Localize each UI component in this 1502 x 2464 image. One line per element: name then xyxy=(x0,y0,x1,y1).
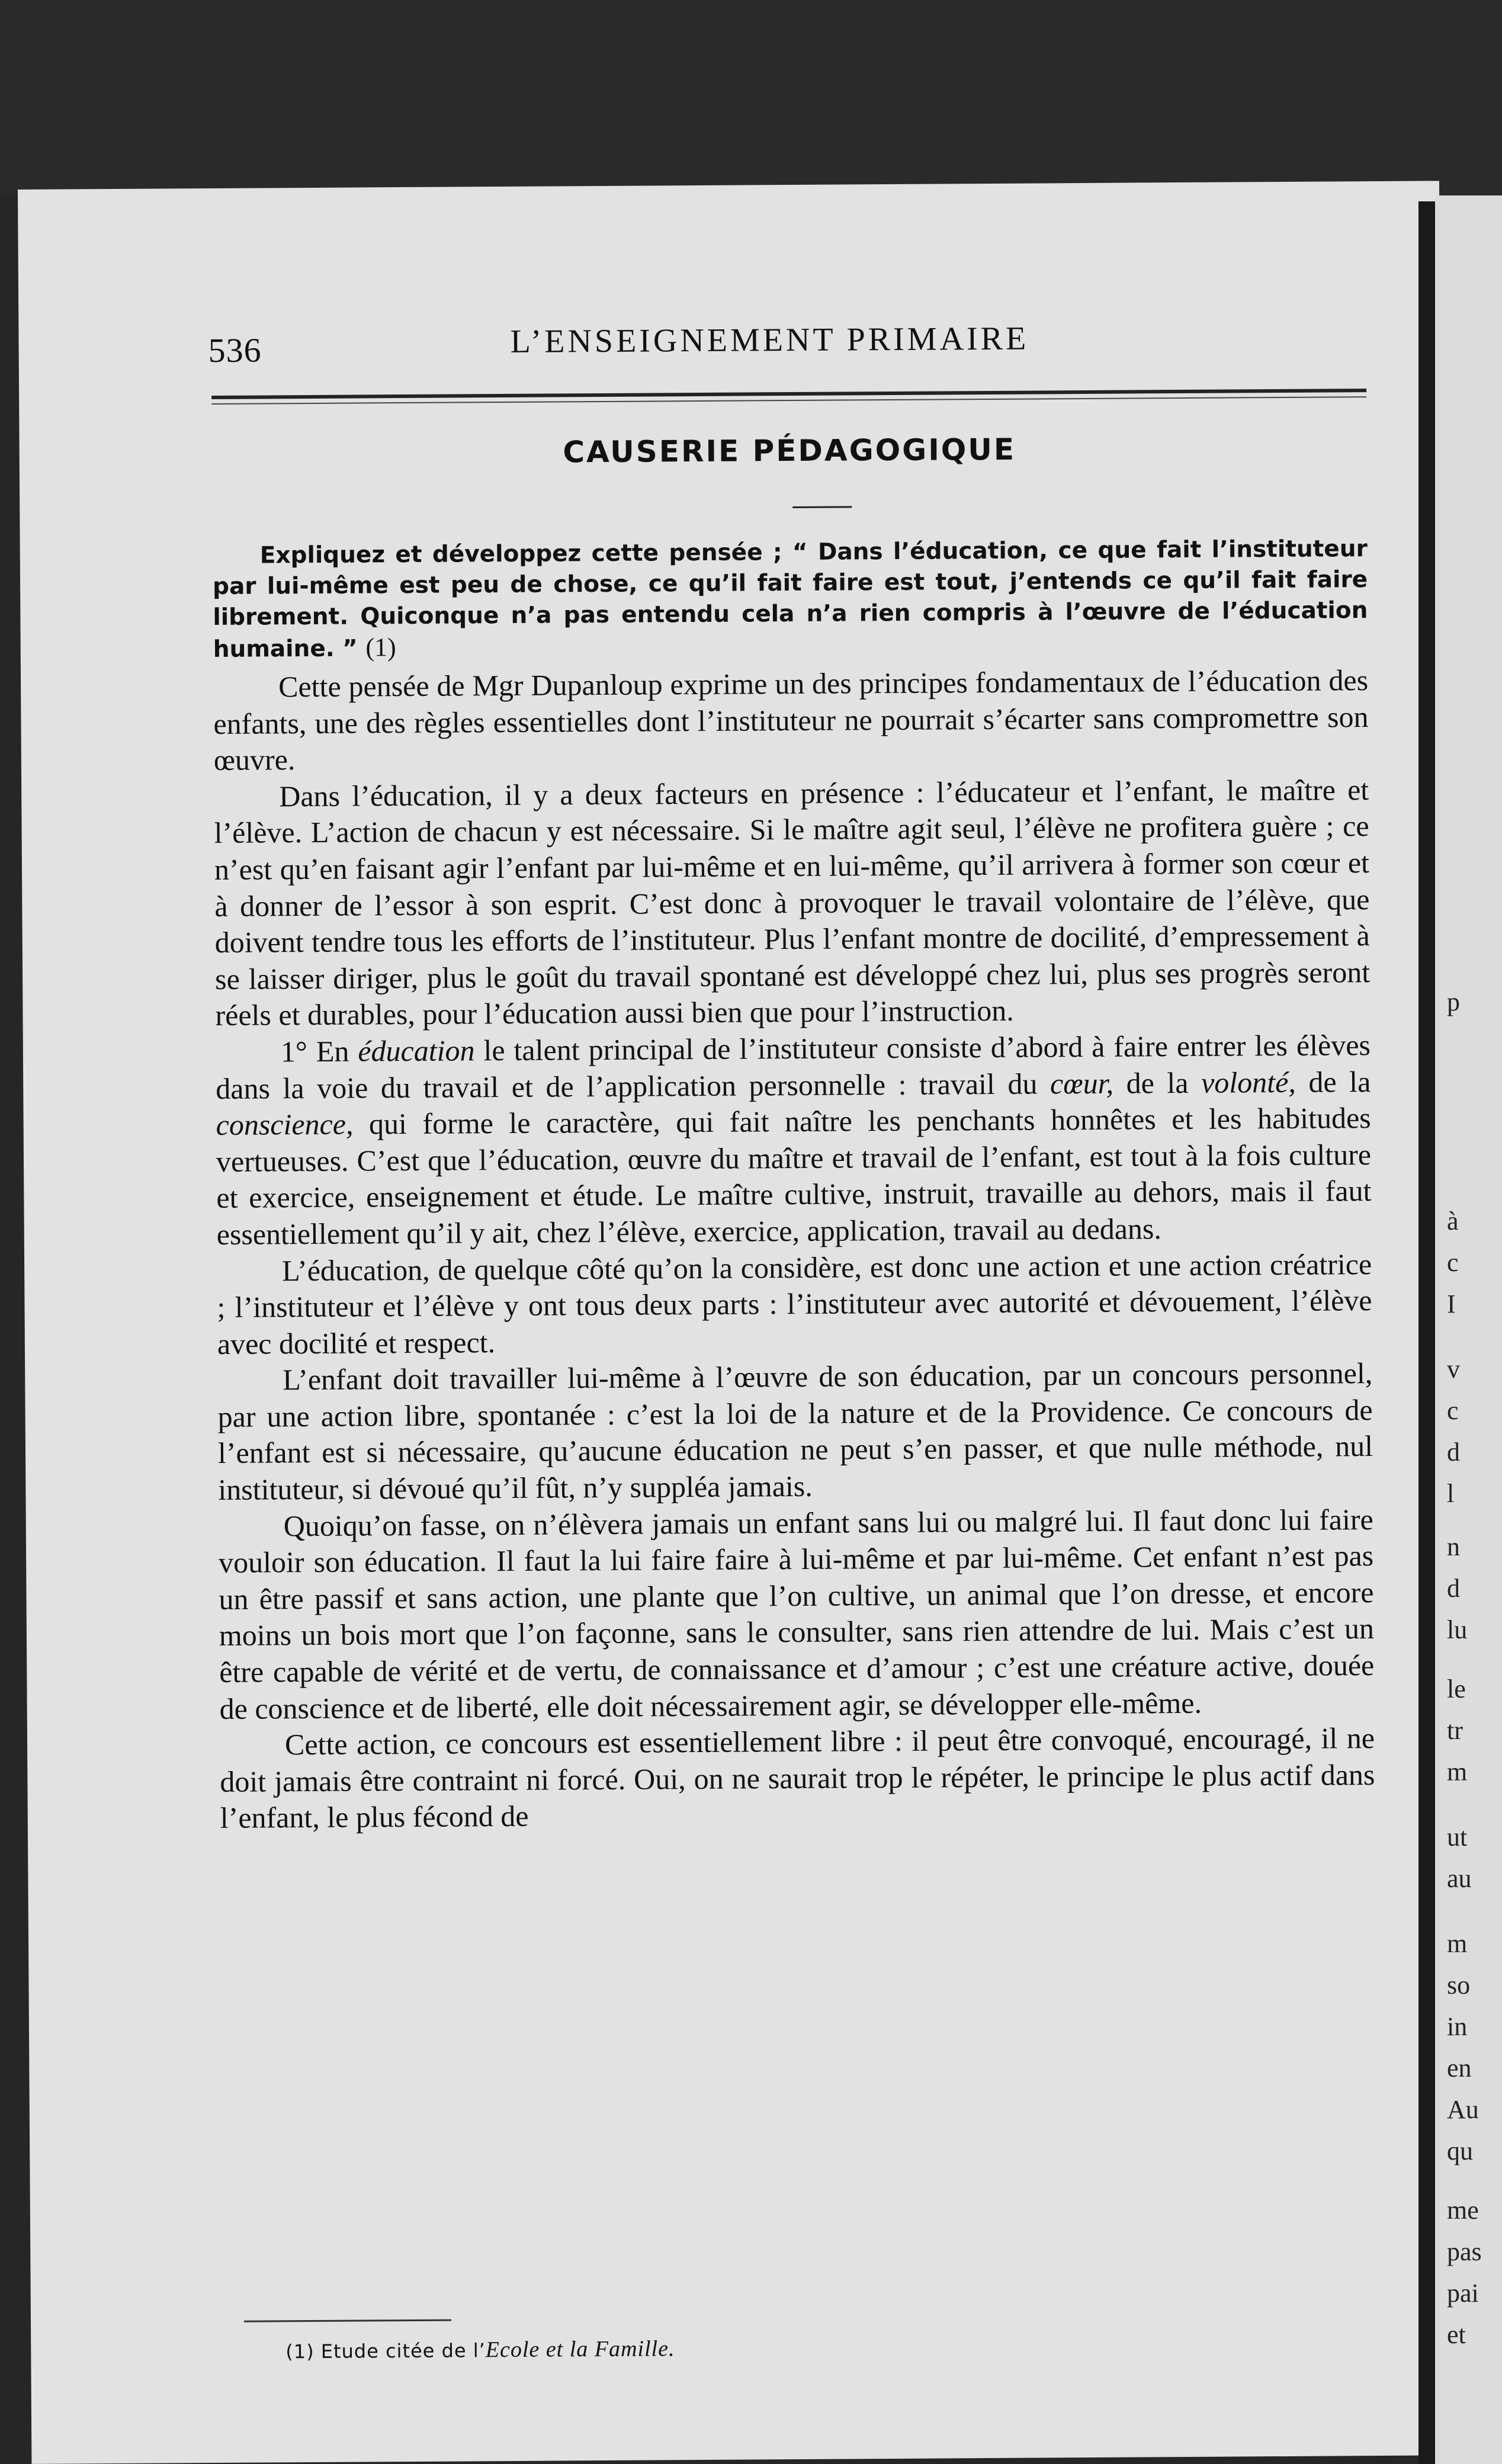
article-body xyxy=(213,662,1375,1837)
emphasis-conscience: conscience, xyxy=(216,1107,354,1142)
next-page-fragment: v xyxy=(1447,1355,1460,1384)
emphasis-coeur: cœur, xyxy=(1050,1066,1114,1100)
footnote-ref: (1) xyxy=(365,633,396,662)
next-page-fragment: au xyxy=(1447,1864,1472,1893)
text-run: de la xyxy=(1308,1064,1371,1099)
section-title: CAUSERIE PÉDAGOGIQUE xyxy=(563,432,1016,470)
next-page-fragment: c xyxy=(1447,1248,1459,1277)
next-page-fragment: pas xyxy=(1447,2237,1482,2266)
next-page-fragment: I xyxy=(1447,1289,1456,1318)
footnote-rule xyxy=(244,2319,451,2322)
next-page-fragment: lu xyxy=(1447,1615,1468,1644)
next-page-fragment: tr xyxy=(1447,1716,1463,1745)
next-page-fragment: l xyxy=(1447,1479,1455,1508)
paragraph-1: Cette pensée de Mgr Dupanloup exprime un des principes fondamentaux de l’éducation des enfants, une des règles essentielles dont l’instituteur ne pourrait s’écarter sans compromettre son œuvre. xyxy=(213,663,1369,777)
footnote-source: Ecole et la Famille. xyxy=(485,2336,675,2363)
paragraph-5: L’enfant doit travailler lui-même à l’œuvre de son éducation, par un concours personnel, par une action libre, spontanée : c’est la loi de la nature et de la Providence. Ce concours de l’enfant est si nécessaire, qu’aucune éducation ne peut s’en passer, et que nulle méthode, nul instituteur, si dévoué qu’il fût, n’y suppléa jamais. xyxy=(217,1356,1373,1507)
footnote xyxy=(285,2335,675,2364)
next-page-fragment: c xyxy=(1447,1396,1459,1425)
next-page-edge xyxy=(1435,195,1502,2464)
next-page-fragment: et xyxy=(1447,2320,1466,2349)
scan-background xyxy=(0,0,1502,195)
next-page-fragment: m xyxy=(1447,1929,1468,1958)
paragraph-number: 1° xyxy=(280,1034,308,1069)
question-block xyxy=(213,534,1368,665)
next-page-fragment: ut xyxy=(1447,1823,1468,1852)
next-page-fragment: p xyxy=(1447,987,1460,1016)
next-page-fragment: Au xyxy=(1447,2095,1479,2124)
book-spine xyxy=(1418,201,1435,2464)
next-page-fragment: n xyxy=(1447,1532,1460,1561)
next-page-fragment: en xyxy=(1447,2054,1472,2083)
emphasis-volonte: volonté, xyxy=(1201,1065,1296,1099)
next-page-fragment: m xyxy=(1447,1757,1468,1786)
next-page-fragment: le xyxy=(1447,1674,1466,1703)
paragraph-4: L’éducation, de quelque côté qu’on la considère, est donc une action et une action créatrice ; l’instituteur et l’élève y ont tous deux parts : l’instituteur avec autorité et dévouement, l’élève avec docilité et respect. xyxy=(217,1247,1372,1361)
book-page xyxy=(18,181,1453,2464)
next-page-fragment: me xyxy=(1447,2196,1479,2225)
next-page-fragment: à xyxy=(1447,1207,1459,1236)
next-page-fragment: d xyxy=(1447,1438,1460,1467)
text-run: de la xyxy=(1126,1066,1189,1100)
page-number: 536 xyxy=(208,331,262,370)
page-header xyxy=(190,317,1369,372)
next-page-fragment: qu xyxy=(1447,2136,1473,2165)
next-page-fragment: pai xyxy=(1447,2279,1479,2308)
emphasis-education: éducation xyxy=(358,1034,475,1068)
text-run: le talent principal de l’instituteur consiste d’abord à faire entrer les élèves dans la voie du travail et de l’application personnelle : travail du xyxy=(216,1028,1371,1105)
next-page-fragment: d xyxy=(1447,1574,1460,1603)
title-rule xyxy=(792,506,852,508)
paragraph-2: Dans l’éducation, il y a deux facteurs en présence : l’éducateur et l’enfant, le maître et l’élève. L’action de chacun y est nécessaire. Si le maître agit seul, l’élève ne profitera guère ; ce n’est qu’en faisant agir l’enfant par lui-même et en lui-même, qu’il arrivera à former son cœur et à donner de l’essor à son esprit. C’est donc à provoquer le travail volontaire de l’élève, que doivent tendre tous les efforts de l’instituteur. Plus l’enfant montre de docilité, d’empressement à se laisser diriger, plus le goût du travail spontané est développé chez lui, plus ses progrès seront réels et durables, pour l’éducation aussi bien que pour l’instruction. xyxy=(214,772,1371,1032)
next-page-fragment: so xyxy=(1447,1971,1471,2000)
paragraph-6: Quoiqu’on fasse, on n’élèvera jamais un enfant sans lui ou malgré lui. Il faut donc lui faire vouloir son éducation. Il faut la lui faire faire à lui-même et par lui-même. Cet enfant n’est pas un être passif et sans action, une plante que l’on cultive, un animal que l’on dresse, et encore moins un bois mort que l’on façonne, sans le consulter, sans rien attendre de lui. Mais c’est un être capable de vérité et de vertu, de connaissance et d’amour ; c’est une créature active, douée de conscience et de liberté, elle doit nécessairement agir, se développer elle-même. xyxy=(218,1502,1375,1725)
next-page-fragment: in xyxy=(1447,2012,1468,2041)
text-run: qui forme le caractère, qui fait naître les penchants honnêtes et les habitudes vertueuses. C’est que l’éducation, œuvre du maître et travail de l’enfant, est tout à la fois culture et exercice, enseignement et étude. Le maître cultive, instruit, travaille au dehors, mais il faut essentiellement qu’il y ait, chez l’élève, exercice, application, travail au dedans. xyxy=(216,1101,1372,1251)
text-run: En xyxy=(316,1034,349,1068)
question-text: Expliquez et développez cette pensée ; “ Dans l’éducation, ce que fait l’instituteur par lui-même est peu de chose, ce qu’il fait faire est tout, j’entends ce qu’il fait faire librement. Quiconque n’a pas entendu cela n’a rien compris à l’œuvre de l’éducation humaine. ” xyxy=(212,535,1368,663)
running-title: L’ENSEIGNEMENT PRIMAIRE xyxy=(510,320,1029,360)
paragraph-3 xyxy=(216,1027,1372,1253)
footnote-prefix: (1) Etude citée de l’ xyxy=(285,2339,486,2363)
paragraph-7: Cette action, ce concours est essentiellement libre : il peut être convoqué, encouragé, il ne doit jamais être contraint ni forcé. Oui, on ne saurait trop le répéter, le principe le plus actif dans l’enfant, le plus fécond de xyxy=(220,1721,1375,1835)
